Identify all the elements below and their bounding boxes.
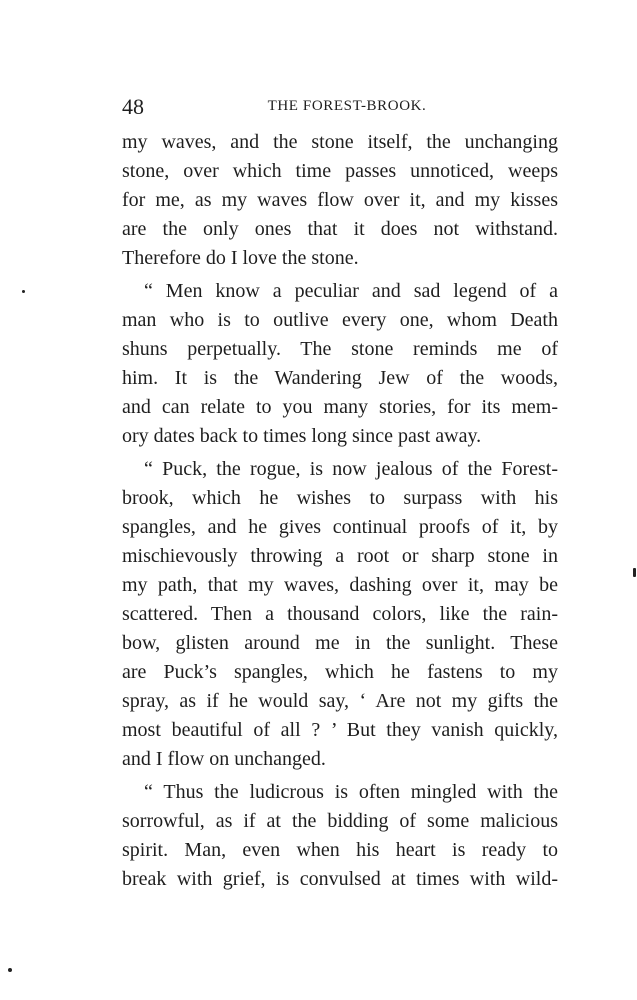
text-line: spirit. Man, even when his heart is ready to: [122, 839, 558, 861]
text-line: my path, that my waves, dashing over it, may be: [122, 574, 558, 596]
paper-speck: [633, 568, 636, 577]
page-number: 48: [122, 94, 144, 119]
text-line: brook, which he wishes to surpass with his: [122, 487, 558, 509]
text-line: stone, over which time passes unnoticed, weeps: [122, 160, 558, 182]
text-line: “ Men know a peculiar and sad legend of a: [144, 280, 558, 302]
text-line: for me, as my waves flow over it, and my kisses: [122, 189, 558, 211]
text-line: my waves, and the stone itself, the unchanging: [122, 131, 558, 153]
paragraph-2: [122, 277, 558, 451]
running-title: THE FOREST-BROOK.: [267, 98, 427, 114]
text-line: him. It is the Wandering Jew of the woods,: [122, 367, 558, 389]
body-text: [122, 128, 558, 894]
text-line: ory dates back to times long since past away.: [122, 425, 482, 447]
paragraph-4: [122, 778, 558, 894]
text-line: break with grief, is convulsed at times with wild-: [122, 868, 558, 890]
text-line: Therefore do I love the stone.: [122, 247, 359, 269]
text-line: scattered. Then a thousand colors, like the rain-: [122, 603, 558, 625]
paragraph-1: [122, 128, 558, 273]
text-line: shuns perpetually. The stone reminds me of: [122, 338, 558, 360]
text-line: spray, as if he would say, ‘ Are not my gifts the: [122, 690, 558, 712]
text-line: mischievously throwing a root or sharp stone in: [122, 545, 558, 567]
text-line: “ Thus the ludicrous is often mingled with the: [144, 781, 558, 803]
text-line: are the only ones that it does not withstand.: [122, 218, 558, 240]
text-line: and I flow on unchanged.: [122, 748, 326, 770]
text-line: man who is to outlive every one, whom Death: [122, 309, 558, 331]
page-header: [122, 92, 558, 122]
paragraph-3: [122, 455, 558, 774]
paper-speck: [8, 968, 12, 972]
text-line: most beautiful of all ? ’ But they vanish quickly,: [122, 719, 558, 741]
text-line: are Puck’s spangles, which he fastens to my: [122, 661, 558, 683]
text-line: spangles, and he gives continual proofs of it, by: [122, 516, 558, 538]
text-line: sorrowful, as if at the bidding of some malicious: [122, 810, 558, 832]
text-line: and can relate to you many stories, for its mem-: [122, 396, 558, 418]
text-line: “ Puck, the rogue, is now jealous of the Forest-: [144, 458, 558, 480]
paper-speck: [22, 290, 25, 293]
text-line: bow, glisten around me in the sunlight. These: [122, 632, 558, 654]
